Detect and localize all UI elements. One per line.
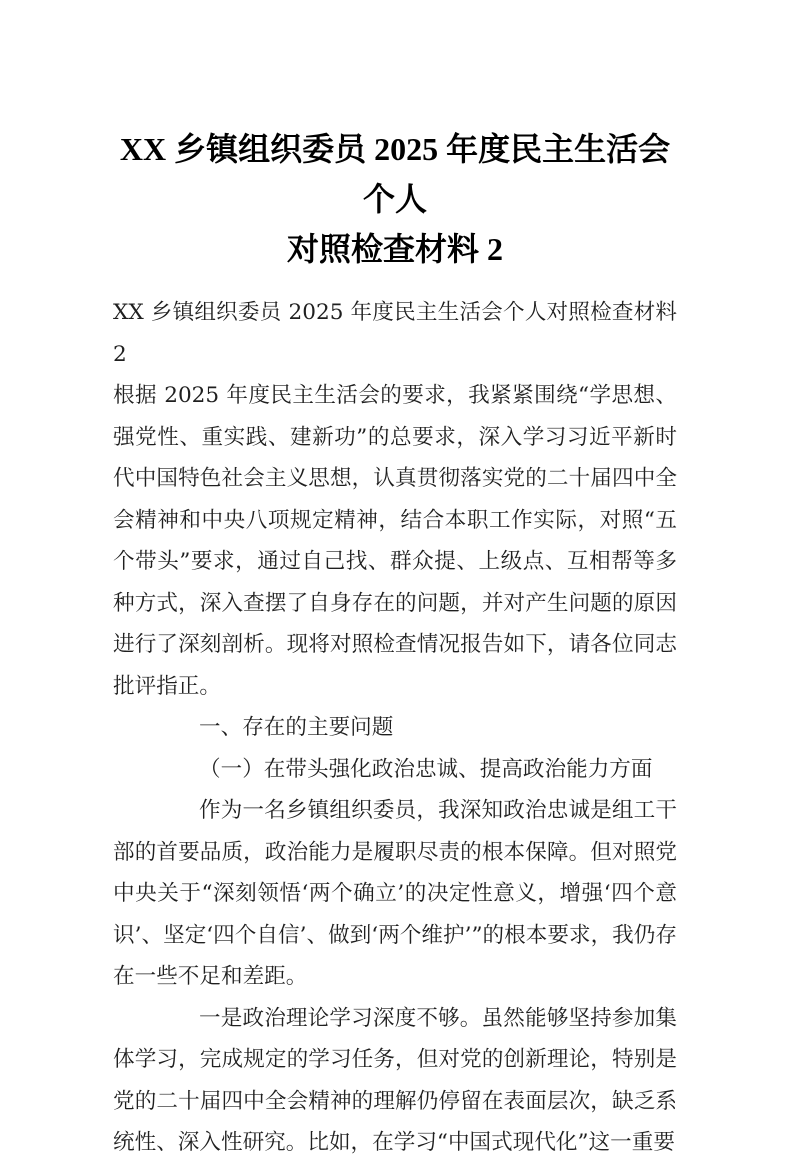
document-title	[113, 0, 677, 274]
document-body	[113, 292, 677, 1164]
paragraph: 一、存在的主要问题	[199, 715, 394, 740]
paragraph: 作为一名乡镇组织委员，我深知政治忠诚是组工干部的首要品质，政治能力是履职尽责的根本保障。但对照党中央关于“深刻领悟‘两个确立’的决定性意义，增强‘四个意识’、坚定‘四个自信’、做到‘两个维护’”的根本要求，我仍存在一些不足和差距。	[113, 798, 677, 989]
paragraph: 一是政治理论学习深度不够。虽然能够坚持参加集体学习，完成规定的学习任务，但对党的创新理论，特别是党的二十届四中全会精神的理解仍停留在表面层次，缺乏系统性、深入性研究。比如，在学习“中国式现代化”这一重要	[113, 1005, 677, 1155]
paragraph: 根据 2025 年度民主生活会的要求，我紧紧围绕“学思想、强党性、重实践、建新功”的总要求，深入学习习近平新时代中国特色社会主义思想，认真贯彻落实党的二十届四中全会精神和中央八项规定精神，结合本职工作实际，对照“五个带头”要求，通过自己找、群众提、上级点、互相帮等多种方式，深入查摆了自身存在的问题，并对产生问题的原因进行了深刻剖析。现将对照检查情况报告如下，请各位同志批评指正。	[113, 383, 677, 699]
document-title-line-1: XX 乡镇组织委员 2025 年度民主生活会个人	[119, 131, 671, 217]
paragraph: （一）在带头强化政治忠诚、提高政治能力方面	[199, 756, 653, 782]
document-title-line-2: 对照检查材料 2	[286, 231, 503, 267]
paragraph: XX 乡镇组织委员 2025 年度民主生活会个人对照检查材料 2	[113, 300, 677, 367]
